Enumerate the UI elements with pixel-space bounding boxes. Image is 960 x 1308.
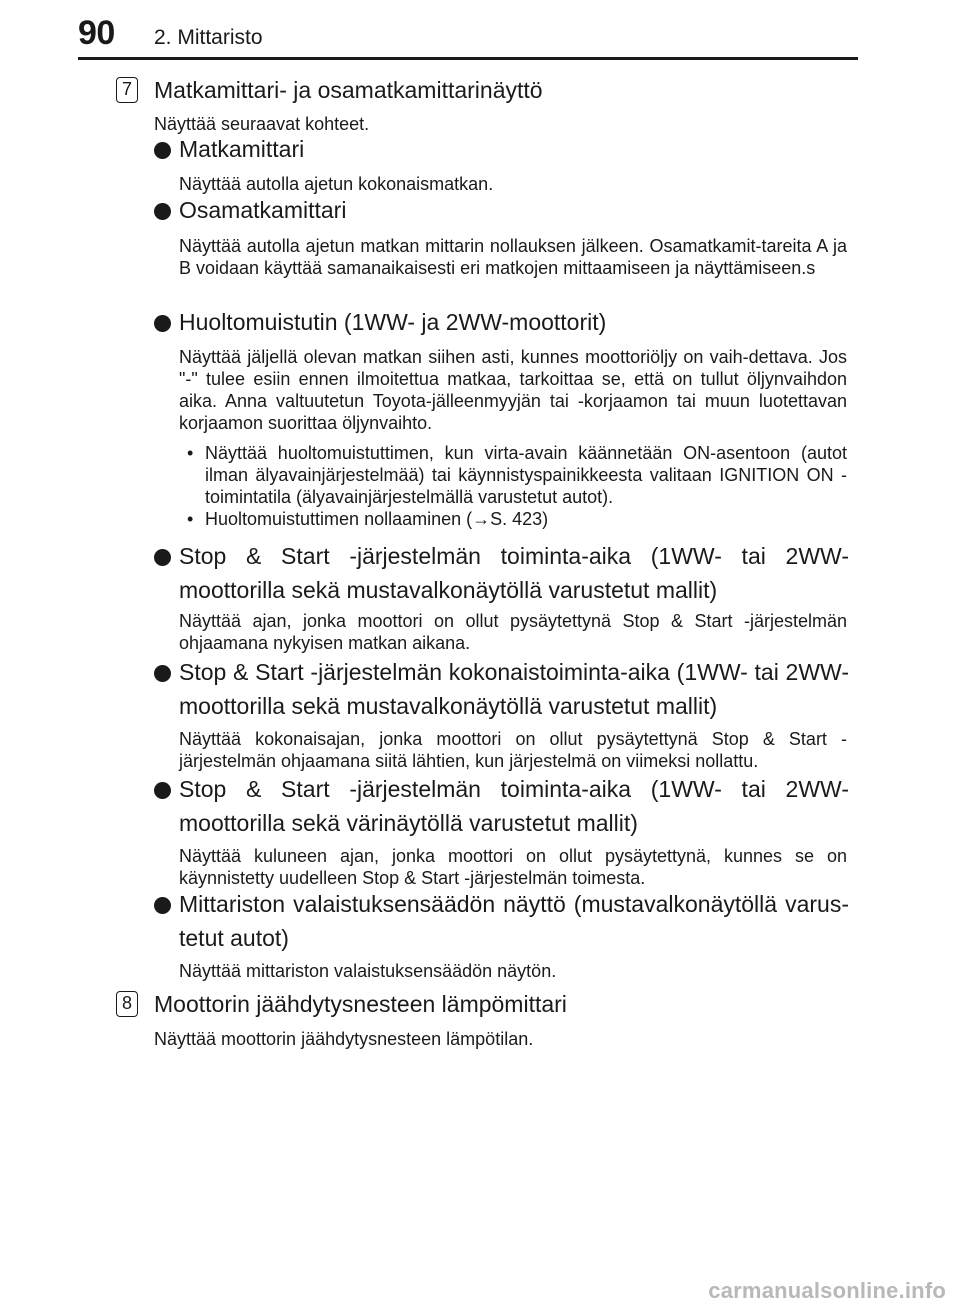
bullet-icon	[154, 897, 171, 914]
bullet-icon	[154, 549, 171, 566]
bullet-icon	[154, 315, 171, 332]
item-description: Näyttää jäljellä olevan matkan siihen asti, kunnes moottoriöljy on vaih-dettava. Jos "-" tulee esiin ennen ilmoitettua matkaa, tarkoittaa se, että on tullut öljynvaihdon aika. Anna valtuutetun Toyota-jälleenmyyjän tai -korjaamon tai muun luotettavan korjaamon suorittaa öljynvaihto.	[179, 347, 847, 433]
section-number-badge: 8	[116, 991, 138, 1017]
item-title: Huoltomuistutin (1WW- ja 2WW-moottorit)	[179, 309, 607, 335]
item-title: Mittariston valaistuksensäädön näyttö (mustavalkonäytöllä varus-tetut autot)	[179, 891, 849, 951]
item-description: Näyttää mittariston valaistuksensäädön näytön.	[179, 961, 557, 981]
bullet-icon	[154, 203, 171, 220]
item-description: Näyttää kokonaisajan, jonka moottori on ollut pysäytettynä Stop & Start -järjestelmän ohjaamana siitä lähtien, kun järjestelmä on viimeksi nollattu.	[179, 729, 847, 771]
sub-bullet-text: Näyttää huoltomuistuttimen, kun virta-avain käännetään ON-asentoon (autot ilman älyavainjärjestelmää) tai käynnistyspainikkeesta valitaan IGNITION ON -toimintatila (älyavainjärjestelmällä varustetut autot).	[205, 443, 847, 507]
bullet-icon	[154, 782, 171, 799]
item-description: Näyttää kuluneen ajan, jonka moottori on ollut pysäytettynä, kunnes se on käynnistetty uudelleen Stop & Start -järjestelmän toimesta.	[179, 846, 847, 888]
watermark: carmanualsonline.info	[708, 1278, 946, 1303]
sub-bullet-text: Huoltomuistuttimen nollaaminen (→S. 423)	[205, 509, 549, 529]
section-intro: Näyttää seuraavat kohteet.	[154, 114, 370, 134]
sub-bullet-item	[179, 508, 847, 530]
item-title: Osamatkamittari	[179, 197, 347, 223]
item-title: Stop & Start -järjestelmän toiminta-aika (1WW- tai 2WW-moottorilla sekä värinäytöllä varustetut mallit)	[179, 776, 849, 836]
header-divider	[78, 57, 858, 60]
dot-icon: •	[187, 443, 194, 463]
sub-bullet-list	[179, 442, 847, 530]
item-description: Näyttää ajan, jonka moottori on ollut pysäytettynä Stop & Start -järjestelmän ohjaamana nykyisen matkan aikana.	[179, 611, 847, 653]
item-description: Näyttää autolla ajetun matkan mittarin nollauksen jälkeen. Osamatkamit-tareita A ja B voidaan käyttää samanaikaisesti eri matkojen mittaamiseen ja näyttämiseen.s	[179, 236, 847, 278]
page-number: 90	[78, 14, 115, 52]
item-description: Näyttää autolla ajetun kokonaismatkan.	[179, 174, 494, 194]
bullet-icon	[154, 665, 171, 682]
chapter-title: 2. Mittaristo	[154, 26, 263, 49]
item-title: Stop & Start -järjestelmän kokonaistoiminta-aika (1WW- tai 2WW-moottorilla sekä mustavalkonäytöllä varustetut mallit)	[179, 659, 849, 719]
bullet-icon	[154, 142, 171, 159]
dot-icon: •	[187, 509, 194, 529]
section-intro: Näyttää moottorin jäähdytysnesteen lämpötilan.	[154, 1029, 534, 1049]
section-number-badge: 7	[116, 77, 138, 103]
section-title: Matkamittari- ja osamatkamittarinäyttö	[154, 77, 543, 103]
item-title: Matkamittari	[179, 136, 305, 162]
item-title: Stop & Start -järjestelmän toiminta-aika (1WW- tai 2WW-moottorilla sekä mustavalkonäytöllä varustetut mallit)	[179, 543, 849, 603]
sub-bullet-item	[179, 442, 847, 508]
page-header	[0, 0, 960, 60]
section-title: Moottorin jäähdytysnesteen lämpömittari	[154, 991, 567, 1017]
